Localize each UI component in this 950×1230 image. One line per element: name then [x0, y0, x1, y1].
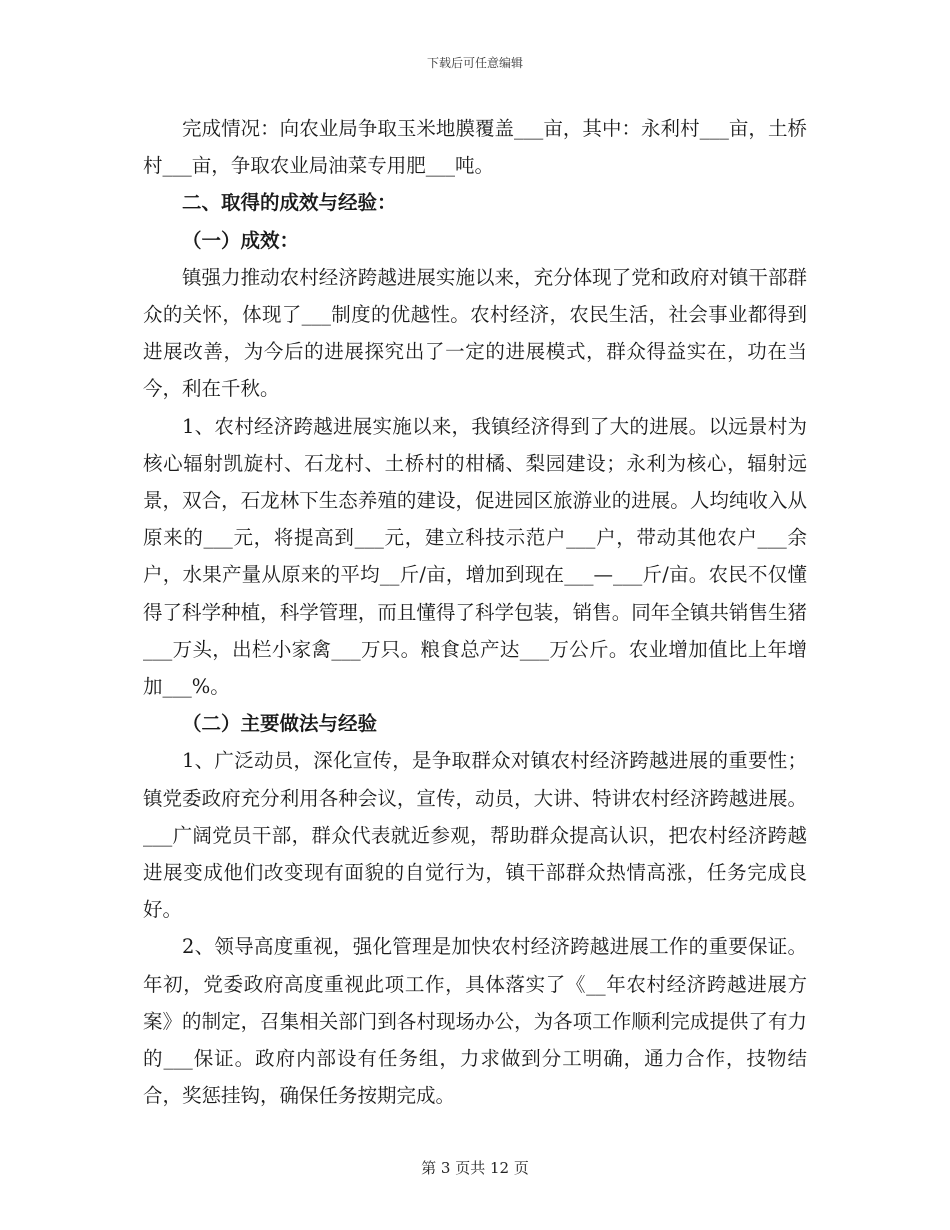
subsection-heading-results: （一）成效：: [182, 228, 300, 252]
subsection-heading-methods: （二）主要做法与经验: [182, 712, 378, 736]
paragraph-mobilization: 1、广泛动员，深化宣传，是争取群众对镇农村经济跨越进展的重要性；镇党委政府充分利用各种会议，宣传，动员，大讲、特讲农村经济跨越进展。___广阔党员干部，群众代表就近参观，帮助群众提高认识，把农村经济跨越进展变成他们改变现有面貌的自觉行为，镇干部群众热情高涨，任务完成良好。: [143, 749, 807, 922]
page-footer: 第 3 页共 12 页: [421, 1159, 529, 1177]
page-header: 下载后可任意编辑: [426, 56, 523, 70]
document-body: [143, 110, 807, 1114]
paragraph-results-intro: 镇强力推动农村经济跨越进展实施以来，充分体现了党和政府对镇干部群众的关怀，体现了___制度的优越性。农村经济，农民生活，社会事业都得到进展改善，为今后的进展探究出了一定的进展模式，群众得益实在，功在当今，利在千秋。: [143, 265, 807, 401]
paragraph-completion-status: 完成情况：向农业局争取玉米地膜覆盖___亩，其中：永利村___亩，土桥村___亩，争取农业局油菜专用肥___吨。: [143, 117, 807, 178]
section-heading-achievements: 二、取得的成效与经验：: [182, 191, 397, 215]
paragraph-leadership: 2、领导高度重视，强化管理是加快农村经济跨越进展工作的重要保证。年初，党委政府高度重视此项工作，具体落实了《__年农村经济跨越进展方案》的制定，召集相关部门到各村现场办公，为各项工作顺利完成提供了有力的___保证。政府内部设有任务组，力求做到分工明确，通力合作，技物结合，奖惩挂钩，确保任务按期完成。: [143, 935, 807, 1108]
paragraph-economic-progress: 1、农村经济跨越进展实施以来，我镇经济得到了大的进展。以远景村为核心辐射凯旋村、石龙村、土桥村的柑橘、梨园建设；永利为核心，辐射远景，双合，石龙林下生态养殖的建设，促进园区旅游业的进展。人均纯收入从原来的___元，将提高到___元，建立科技示范户___户，带动其他农户___余户，水果产量从原来的平均__斤/亩，增加到现在___—___斤/亩。农民不仅懂得了科学种植，科学管理，而且懂得了科学包装，销售。同年全镇共销售生猪___万头，出栏小家禽___万只。粮食总产达___万公斤。农业增加值比上年增加___%。: [143, 414, 807, 699]
